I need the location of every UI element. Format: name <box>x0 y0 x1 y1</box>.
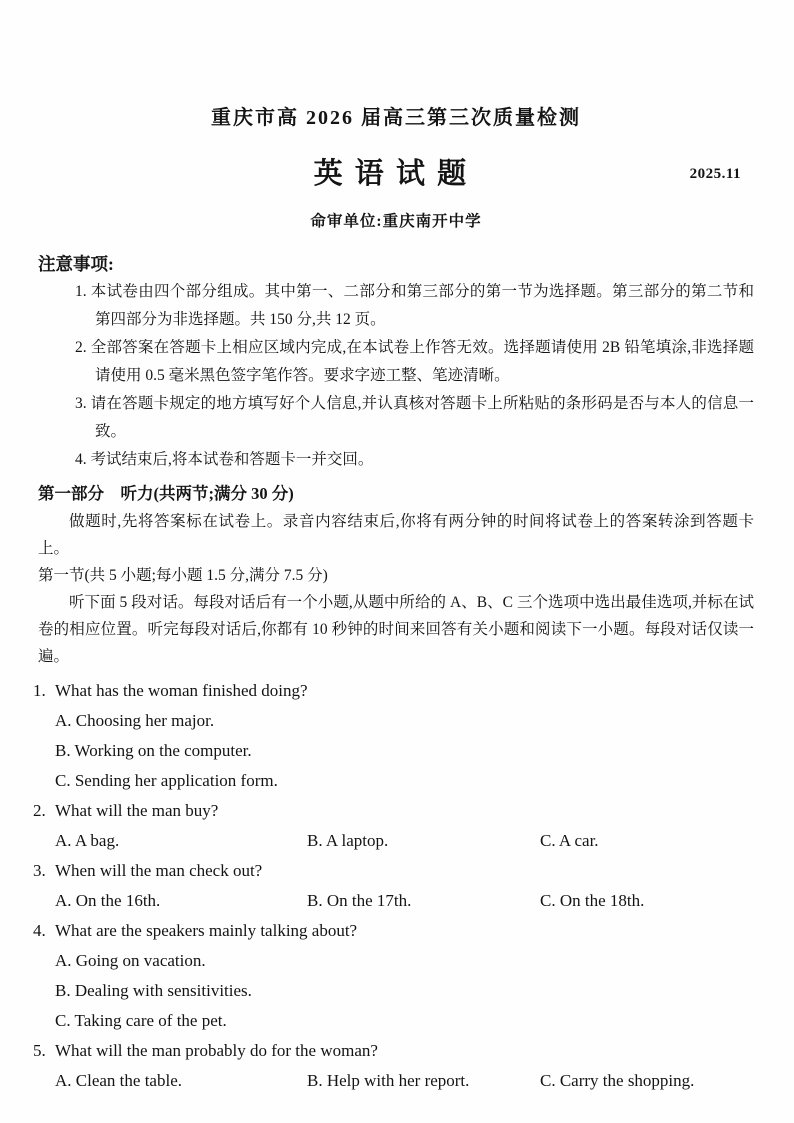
part1-intro: 做题时,先将答案标在试卷上。录音内容结束后,你将有两分钟的时间将试卷上的答案转涂到答题卡上。 <box>38 513 754 557</box>
notice-section <box>38 252 754 474</box>
notice-item: 2. 全部答案在答题卡上相应区域内完成,在本试卷上作答无效。选择题请使用 2B 铅笔填涂,非选择题请使用 0.5 毫米黑色签字笔作答。要求字迹工整、笔迹清晰。 <box>75 339 754 384</box>
exam-header-line: 重庆市高 2026 届高三第三次质量检测 <box>211 107 581 129</box>
question-2 <box>33 796 754 856</box>
part1-heading: 第一部分 听力(共两节;满分 30 分) <box>38 484 294 503</box>
question-1 <box>33 676 754 796</box>
title-row <box>38 155 754 193</box>
question-line <box>33 916 754 946</box>
options <box>33 826 754 856</box>
option-b: B. Dealing with sensitivities. <box>55 981 252 1000</box>
section1-heading: 第一节(共 5 小题;每小题 1.5 分,满分 7.5 分) <box>38 567 328 584</box>
options <box>33 886 754 916</box>
question-text: What will the man buy? <box>55 801 219 820</box>
question-number: 1. <box>33 681 46 700</box>
question-number: 2. <box>33 801 46 820</box>
options <box>33 946 754 1036</box>
question-number: 4. <box>33 921 46 940</box>
option-c: C. Sending her application form. <box>55 771 278 790</box>
options <box>33 1066 754 1096</box>
option-a: A. Going on vacation. <box>55 951 206 970</box>
question-text: What has the woman finished doing? <box>55 681 308 700</box>
question-text: What will the man probably do for the woman? <box>55 1041 378 1060</box>
notice-list <box>38 278 754 474</box>
question-4 <box>33 916 754 1036</box>
options <box>33 706 754 796</box>
question-list <box>33 676 754 1096</box>
notice-item: 4. 考试结束后,将本试卷和答题卡一并交回。 <box>75 451 374 468</box>
question-3 <box>33 856 754 916</box>
question-text: When will the man check out? <box>55 861 263 880</box>
option-a: A. Choosing her major. <box>55 711 215 730</box>
question-5 <box>33 1036 754 1096</box>
option-b: B. On the 17th. <box>307 891 412 910</box>
notice-item: 3. 请在答题卡规定的地方填写好个人信息,并认真核对答题卡上所粘贴的条形码是否与本人的信息一致。 <box>75 395 754 440</box>
issuing-unit: 命审单位:重庆南开中学 <box>310 213 482 230</box>
option-c: C. A car. <box>540 831 599 850</box>
option-a: A. On the 16th. <box>55 891 161 910</box>
question-number: 5. <box>33 1041 46 1060</box>
exam-date: 2025.11 <box>689 166 741 182</box>
question-number: 3. <box>33 861 46 880</box>
option-a: A. Clean the table. <box>55 1071 182 1090</box>
notice-heading: 注意事项: <box>38 254 114 274</box>
option-c: C. Taking care of the pet. <box>55 1011 227 1030</box>
option-a: A. A bag. <box>55 831 120 850</box>
option-c: C. Carry the shopping. <box>540 1071 695 1090</box>
question-text: What are the speakers mainly talking about? <box>55 921 358 940</box>
paper-title: 英语试题 <box>313 158 479 190</box>
option-b: B. Help with her report. <box>307 1071 470 1090</box>
option-b: B. Working on the computer. <box>55 741 252 760</box>
section1-instructions: 听下面 5 段对话。每段对话后有一个小题,从题中所给的 A、B、C 三个选项中选出最佳选项,并标在试卷的相应位置。听完每段对话后,你都有 10 秒钟的时间来回答有关小题和阅读下一小题。每段对话仅读一遍。 <box>38 594 754 665</box>
option-b: B. A laptop. <box>307 831 389 850</box>
question-line <box>33 796 754 826</box>
question-line <box>33 856 754 886</box>
question-line <box>33 676 754 706</box>
question-line <box>33 1036 754 1066</box>
option-c: C. On the 18th. <box>540 891 645 910</box>
notice-item: 1. 本试卷由四个部分组成。其中第一、二部分和第三部分的第一节为选择题。第三部分的第二节和第四部分为非选择题。共 150 分,共 12 页。 <box>75 283 754 328</box>
